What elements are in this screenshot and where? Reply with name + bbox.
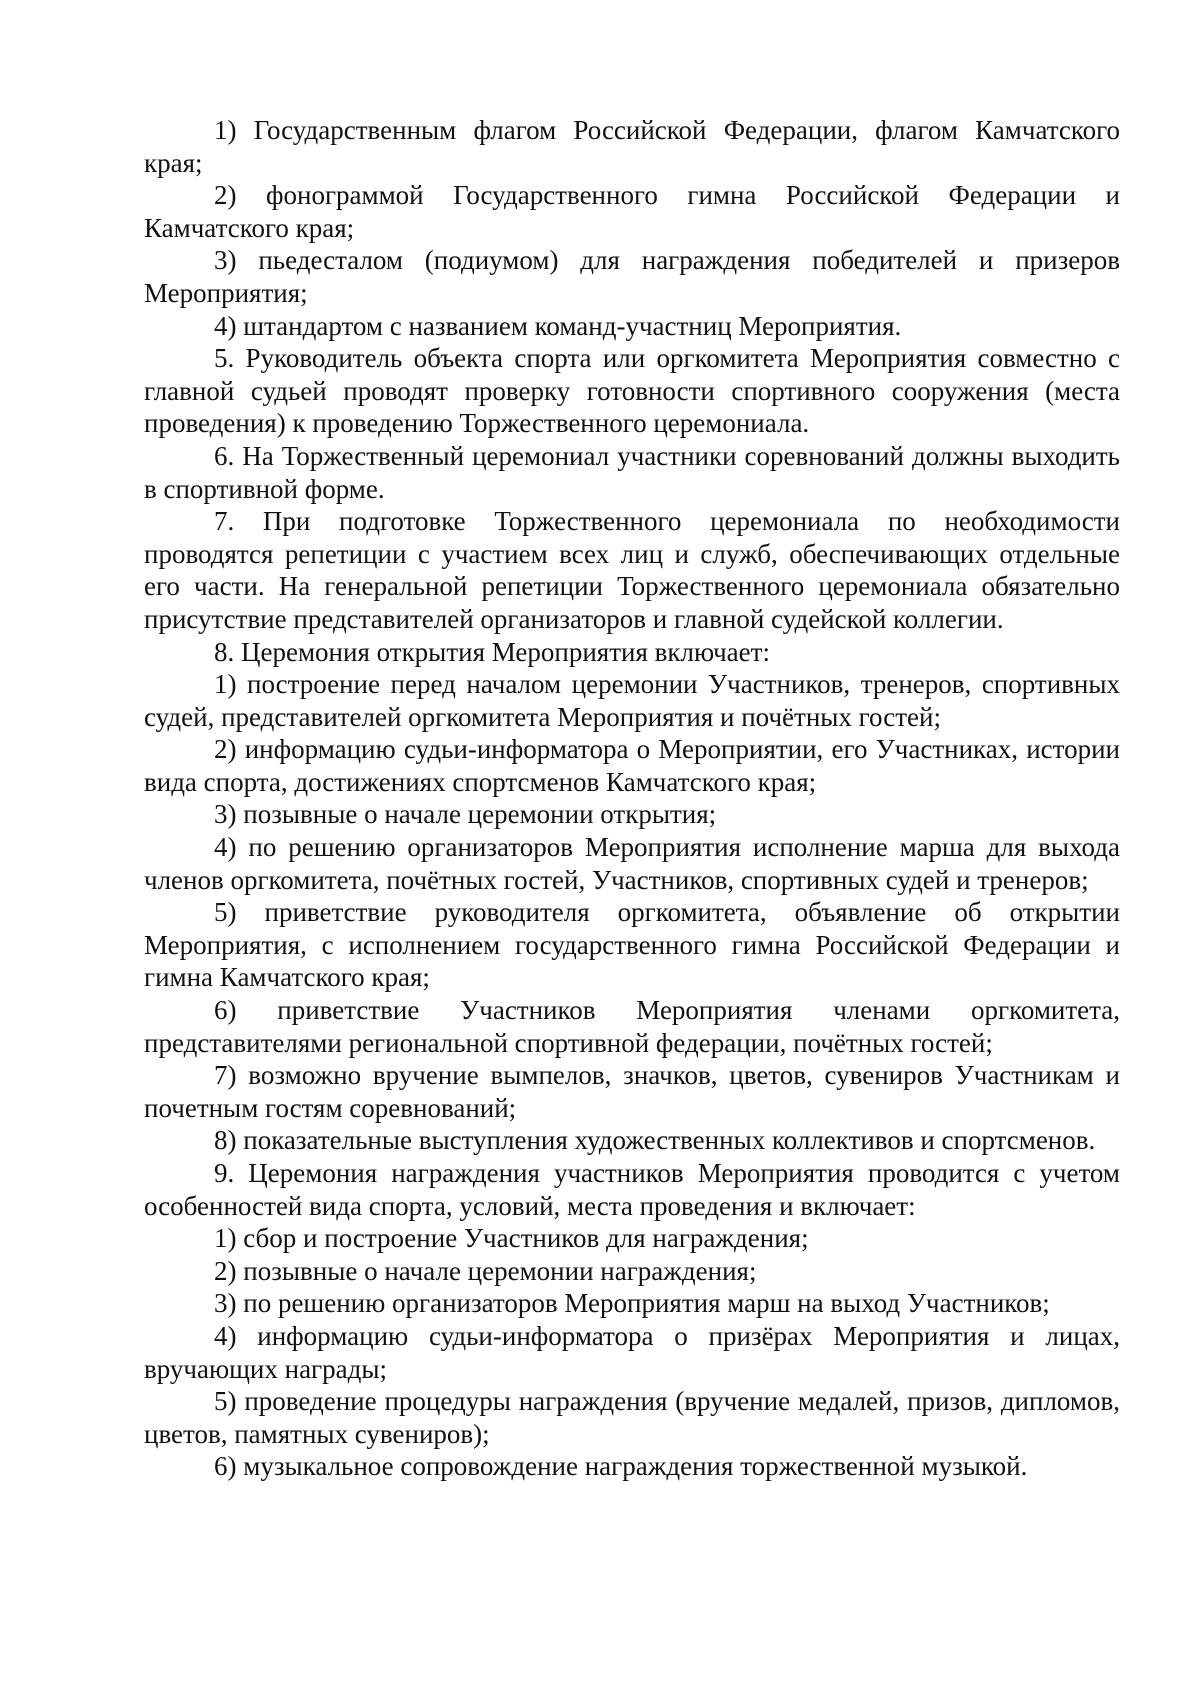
award-item-5: 5) проведение процедуры награждения (вручение медалей, призов, дипломов, цветов, памятных сувениров); [144, 1386, 1120, 1449]
paragraph-anthem-phonogram: 2) фонограммой Государственного гимна Российской Федерации и Камчатского края; [144, 180, 1120, 243]
opening-item-7: 7) возможно вручение вымпелов, значков, цветов, сувениров Участникам и почетным гостям соревнований; [144, 1060, 1120, 1123]
opening-item-1: 1) построение перед началом церемонии Участников, тренеров, спортивных судей, представителей оргкомитета Мероприятия и почётных гостей; [144, 669, 1120, 732]
award-item-4: 4) информацию судьи-информатора о призёрах Мероприятия и лицах, вручающих награды; [144, 1320, 1120, 1384]
paragraph-podium: 3) пьедесталом (подиумом) для награждения победителей и призеров Мероприятия; [144, 245, 1120, 308]
opening-item-5: 5) приветствие руководителя оргкомитета, объявление об открытии Мероприятия, с исполнением государственного гимна Российской Федерации и гимна Камчатского края; [144, 897, 1120, 993]
opening-item-4: 4) по решению организаторов Мероприятия исполнение марша для выхода членов оргкомитета, почётных гостей, Участников, спортивных судей и тренеров; [144, 832, 1120, 895]
paragraph-7-rehearsals: 7. При подготовке Торжественного церемониала по необходимости проводятся репетиции с участием всех лиц и служб, обеспечивающих отдельные его части. На генеральной репетиции Торжественного церемониала обязательно присутствие представителей организаторов и главной судейской коллегии. [144, 506, 1120, 634]
opening-item-8: 8) показательные выступления художественных коллективов и спортсменов. [214, 1125, 1096, 1156]
paragraph-banner: 4) штандартом с названием команд-участниц Мероприятия. [214, 310, 902, 341]
opening-item-6: 6) приветствие Участников Мероприятия членами оргкомитета, представителями региональной спортивной федерации, почётных гостей; [144, 995, 1120, 1058]
award-item-1: 1) сбор и построение Участников для награждения; [214, 1223, 809, 1254]
paragraph-flags: 1) Государственным флагом Российской Федерации, флагом Камчатского края; [144, 115, 1120, 178]
paragraph-6-sports-uniform: 6. На Торжественный церемониал участники соревнований должны выходить в спортивной форме. [144, 440, 1120, 504]
paragraph-5-readiness-check: 5. Руководитель объекта спорта или оргкомитета Мероприятия совместно с главной судьей проводят проверку готовности спортивного сооружения (места проведения) к проведению Торжественного церемониала. [144, 343, 1120, 439]
opening-item-3: 3) позывные о начале церемонии открытия; [214, 799, 717, 830]
paragraph-9-award-ceremony: 9. Церемония награждения участников Мероприятия проводится с учетом особенностей вида спорта, условий, места проведения и включает: [144, 1158, 1120, 1221]
document-page [144, 114, 1120, 1483]
award-item-6: 6) музыкальное сопровождение награждения торжественной музыкой. [214, 1451, 1028, 1482]
award-item-3: 3) по решению организаторов Мероприятия марш на выход Участников; [214, 1288, 1050, 1319]
award-item-2: 2) позывные о начале церемонии награждения; [214, 1255, 757, 1286]
opening-item-2: 2) информацию судьи-информатора о Мероприятии, его Участниках, истории вида спорта, достижениях спортсменов Камчатского края; [144, 734, 1120, 797]
paragraph-8-opening-ceremony: 8. Церемония открытия Мероприятия включает: [214, 636, 770, 667]
